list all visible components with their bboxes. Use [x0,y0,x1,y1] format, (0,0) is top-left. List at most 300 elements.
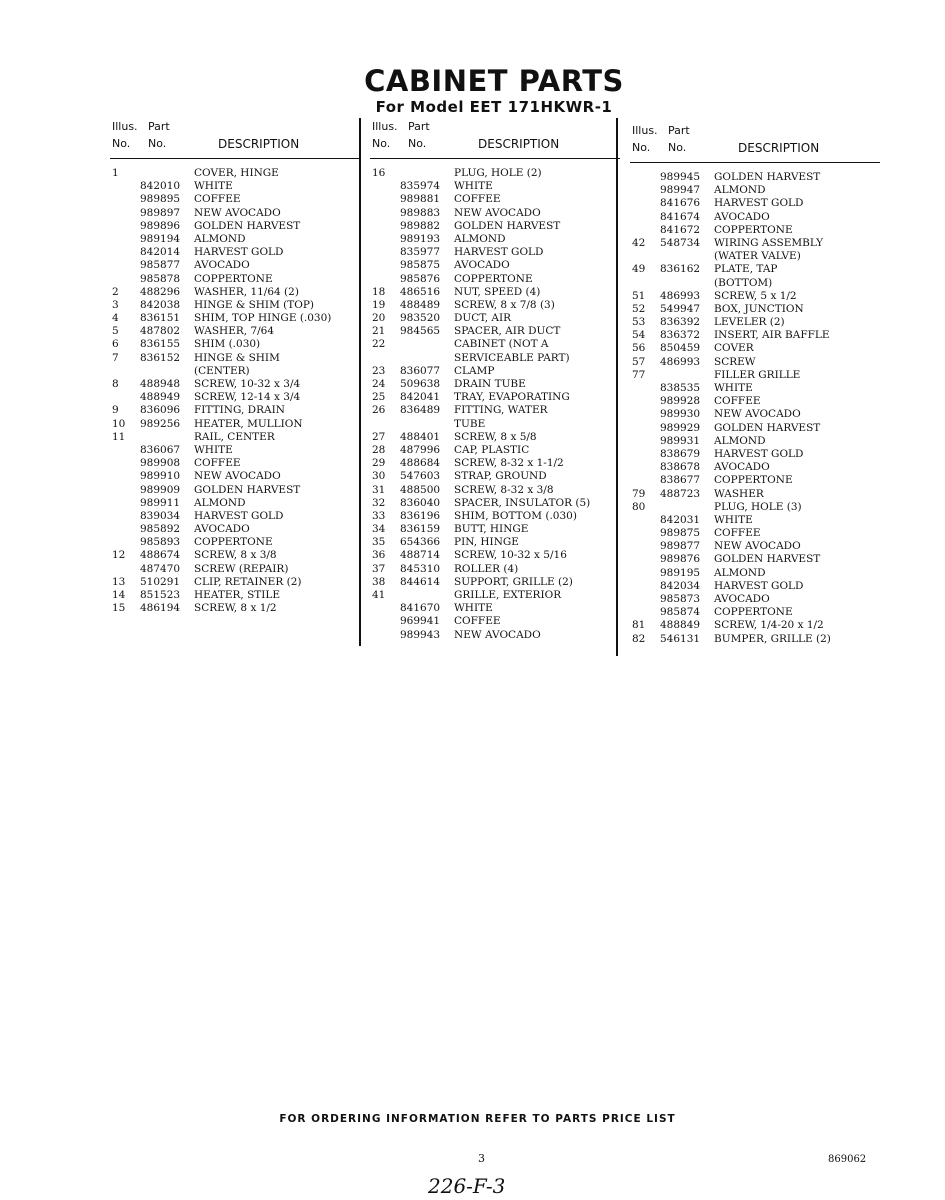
part-description: SCREW, 8 x 1/2 [194,602,277,615]
part-description: SCREW [714,355,756,368]
part-description: SUPPORT, GRILLE (2) [454,575,573,588]
header-part: Part [148,120,170,133]
part-description: FITTING, DRAIN [194,404,285,417]
table-row [630,567,880,580]
table-row [110,220,360,233]
part-description: AVOCADO [714,593,770,605]
part-description: WHITE [194,443,233,456]
table-row [370,523,620,536]
table-row [110,484,360,497]
illus-number: 4 [112,312,119,325]
table-row [630,593,880,606]
table-row [110,312,360,325]
part-number: 836096 [140,404,181,417]
table-row [370,602,620,615]
illus-number: 11 [112,430,126,443]
part-number: 989895 [140,193,181,206]
table-row [370,207,620,220]
part-description: BUTT, HINGE [454,523,529,536]
part-description: ALMOND [194,232,246,245]
part-description: HARVEST GOLD [714,197,804,210]
part-number: 841672 [660,223,701,236]
part-number: 989881 [400,193,441,206]
part-description: PLATE, TAP [714,263,778,276]
part-description: WHITE [714,382,753,394]
part-number: 844614 [400,575,441,588]
part-description: DRAIN TUBE [454,378,526,390]
table-row [630,277,880,290]
table-row [110,207,360,220]
table-row [370,365,620,378]
illus-number: 81 [632,619,646,632]
part-description: CAP, PLASTIC [454,443,530,456]
part-description: WIRING ASSEMBLY [714,236,824,249]
part-description: TRAY, EVAPORATING [454,391,570,404]
illus-number: 5 [112,325,119,338]
illus-number: 33 [372,509,386,522]
table-row [110,391,360,404]
part-description: COFFEE [714,527,761,540]
part-description: NEW AVOCADO [194,470,281,483]
handwritten-note: 226-F-3 [428,1174,506,1198]
part-description: NEW AVOCADO [714,540,801,553]
part-number: 842038 [140,298,181,311]
part-number: 842034 [660,579,701,592]
part-number: 989195 [660,566,701,579]
part-number: 487802 [140,325,181,338]
part-description: COPPERTONE [714,223,793,236]
table-row [110,180,360,193]
part-description: SCREW, 8-32 x 1-1/2 [454,457,564,470]
table-row [630,263,880,276]
table-row [630,633,880,646]
part-number: 488674 [140,549,181,562]
part-description: COPPERTONE [194,272,273,285]
part-number: 838678 [660,461,701,474]
illus-number: 52 [632,302,646,315]
part-description: RAIL, CENTER [194,430,275,443]
table-row [110,352,360,365]
header-part-no: No. [408,137,427,150]
part-description: (CENTER) [194,364,250,377]
table-row [370,549,620,562]
table-row [110,444,360,457]
part-number: 989945 [660,171,701,183]
part-number: 989947 [660,184,701,197]
part-description: ALMOND [714,566,766,579]
part-number: 989193 [400,232,441,245]
illus-number: 10 [112,417,126,430]
part-description: GOLDEN HARVEST [194,483,301,496]
table-row [110,523,360,536]
table-row [370,563,620,576]
part-description: (WATER VALVE) [714,250,801,263]
part-description: GOLDEN HARVEST [714,553,821,566]
part-number: 989897 [140,206,181,219]
part-description: LEVELER (2) [714,316,785,329]
part-number: 836040 [400,496,441,509]
part-description: SCREW, 10-32 x 3/4 [194,378,301,390]
header-illus: Illus. [112,120,138,133]
table-row [110,549,360,562]
part-number: 836196 [400,509,441,522]
table-row [370,273,620,286]
table-row [370,325,620,338]
table-row [630,580,880,593]
table-row [110,418,360,431]
part-description: CABINET (NOT A [454,338,549,351]
table-row [370,299,620,312]
ordering-note: FOR ORDERING INFORMATION REFER TO PARTS PRICE LIST [279,1113,676,1125]
part-description: NEW AVOCADO [454,206,541,219]
table-row [370,312,620,325]
illus-number: 22 [372,338,386,351]
part-number: 989911 [140,496,181,509]
table-row [370,418,620,431]
part-number: 836489 [400,404,441,417]
part-number: 989928 [660,395,701,408]
part-number: 985878 [140,272,181,285]
table-row [110,589,360,602]
part-number: 989882 [400,219,441,232]
table-row [110,470,360,483]
part-number: 488949 [140,391,181,404]
part-description: PLUG, HOLE (3) [714,500,802,513]
part-number: 488489 [400,298,441,311]
table-row [110,273,360,286]
header-description: DESCRIPTION [218,137,300,151]
illus-number: 56 [632,342,646,355]
illus-number: 27 [372,430,386,443]
part-number: 989930 [660,408,701,421]
part-description: COPPERTONE [714,474,793,487]
illus-number: 1 [112,167,119,179]
part-number: 989943 [400,628,441,641]
table-row [630,422,880,435]
part-number: 845310 [400,562,441,575]
part-number: 836155 [140,338,181,351]
part-number: 487996 [400,443,441,456]
part-description: GOLDEN HARVEST [714,421,821,434]
part-description: COPPERTONE [714,606,793,619]
part-number: 836162 [660,263,701,276]
part-number: 487470 [140,562,181,575]
table-row [370,167,620,180]
table-row [110,193,360,206]
part-description: WHITE [454,180,493,193]
part-number: 836159 [400,523,441,536]
part-description: SHIM (.030) [194,338,261,351]
illus-number: 12 [112,549,126,562]
table-row [630,290,880,303]
part-number: 842014 [140,246,181,259]
table-row [110,404,360,417]
part-number: 838679 [660,447,701,460]
table-row [630,211,880,224]
table-row [630,237,880,250]
part-description: SCREW, 8 x 5/8 [454,430,537,443]
part-description: SCREW, 5 x 1/2 [714,289,797,302]
table-row [630,303,880,316]
table-row [370,457,620,470]
part-number: 835977 [400,246,441,259]
table-row [630,448,880,461]
illus-number: 9 [112,404,119,417]
illus-number: 7 [112,351,119,364]
table-row [630,382,880,395]
part-number: 989909 [140,483,181,496]
parts-column-1 [110,120,360,615]
illus-number: 38 [372,575,386,588]
illus-number: 32 [372,496,386,509]
part-number: 836152 [140,351,181,364]
illus-number: 82 [632,632,646,645]
part-description: COVER, HINGE [194,167,279,179]
part-description: WHITE [454,602,493,615]
part-number: 838677 [660,474,701,487]
part-description: PLUG, HOLE (2) [454,167,542,179]
part-description: ALMOND [714,184,766,197]
table-row [370,391,620,404]
part-number: 989910 [140,470,181,483]
part-description: COPPERTONE [454,272,533,285]
part-description: HARVEST GOLD [714,447,804,460]
parts-rows [110,167,360,615]
table-row [370,193,620,206]
table-row [370,259,620,272]
table-row [370,444,620,457]
document-number: 869062 [828,1154,867,1165]
part-number: 488849 [660,619,701,632]
table-row [370,484,620,497]
model-subtitle: For Model EET 171HKWR-1 [375,98,613,116]
table-row [370,378,620,391]
part-number: 989877 [660,540,701,553]
illus-number: 42 [632,236,646,249]
part-number: 486993 [660,355,701,368]
table-row [110,563,360,576]
part-number: 985893 [140,536,181,549]
part-number: 985873 [660,593,701,605]
part-description: HARVEST GOLD [194,246,284,259]
table-row [110,457,360,470]
table-row [370,576,620,589]
part-description: BOX, JUNCTION [714,302,804,315]
part-description: AVOCADO [714,461,770,474]
header-illus: Illus. [632,124,658,137]
part-number: 989194 [140,232,181,245]
illus-number: 31 [372,483,386,496]
part-number: 983520 [400,312,441,325]
part-description: COFFEE [454,615,501,628]
table-row [630,408,880,421]
table-row [370,470,620,483]
table-row [630,316,880,329]
part-number: 841670 [400,602,441,615]
table-row [630,461,880,474]
table-row [370,404,620,417]
part-number: 486194 [140,602,181,615]
table-row [110,510,360,523]
part-description: AVOCADO [454,259,510,272]
column-header [370,120,620,159]
illus-number: 28 [372,443,386,456]
part-number: 488948 [140,378,181,390]
part-description: AVOCADO [194,259,250,272]
part-number: 836372 [660,329,701,342]
illus-number: 80 [632,500,646,513]
part-number: 488723 [660,487,701,500]
part-description: STRAP, GROUND [454,470,547,483]
table-row [110,378,360,391]
table-row [110,325,360,338]
table-row [630,329,880,342]
illus-number: 23 [372,364,386,377]
part-description: NEW AVOCADO [454,628,541,641]
part-description: HARVEST GOLD [454,246,544,259]
illus-number: 54 [632,329,646,342]
illus-number: 13 [112,575,126,588]
part-number: 989908 [140,457,181,470]
part-number: 839034 [140,509,181,522]
illus-number: 25 [372,391,386,404]
part-number: 985877 [140,259,181,272]
table-row [110,167,360,180]
part-number: 488684 [400,457,441,470]
illus-number: 79 [632,487,646,500]
part-description: SPACER, AIR DUCT [454,325,561,338]
illus-number: 18 [372,285,386,298]
part-number: 835974 [400,180,441,193]
table-row [110,365,360,378]
illus-number: 36 [372,549,386,562]
part-number: 969941 [400,615,441,628]
part-description: HARVEST GOLD [714,579,804,592]
part-number: 546131 [660,632,701,645]
table-row [110,338,360,351]
table-row [630,488,880,501]
part-description: HINGE & SHIM [194,351,280,364]
part-number: 488500 [400,483,441,496]
part-description: SCREW, 10-32 x 5/16 [454,549,567,562]
page-number: 3 [478,1152,485,1165]
part-description: GOLDEN HARVEST [714,171,821,183]
part-description: ALMOND [454,232,506,245]
part-description: SHIM, BOTTOM (.030) [454,509,577,522]
part-description: COFFEE [454,193,501,206]
part-number: 486993 [660,289,701,302]
part-description: WASHER, 11/64 (2) [194,285,299,298]
part-description: SCREW, 8 x 3/8 [194,549,277,562]
part-description: SCREW, 1/4-20 x 1/2 [714,619,824,632]
part-description: NEW AVOCADO [714,408,801,421]
illus-number: 2 [112,285,119,298]
part-description: COFFEE [194,193,241,206]
parts-rows [630,171,880,646]
part-description: COVER [714,342,754,355]
table-row [110,233,360,246]
illus-number: 51 [632,289,646,302]
table-row [110,259,360,272]
part-description: WASHER [714,487,764,500]
table-row [370,589,620,602]
header-part-no: No. [148,137,167,150]
illus-number: 8 [112,378,119,390]
column-header [630,124,880,163]
column-divider [359,118,361,646]
illus-number: 24 [372,378,386,390]
table-row [110,536,360,549]
part-number: 989875 [660,527,701,540]
table-row [370,180,620,193]
part-number: 842041 [400,391,441,404]
part-number: 549947 [660,302,701,315]
part-number: 985876 [400,272,441,285]
part-description: NUT, SPEED (4) [454,285,541,298]
table-row [630,527,880,540]
part-description: (BOTTOM) [714,276,773,289]
part-description: COFFEE [194,457,241,470]
illus-number: 29 [372,457,386,470]
part-description: PIN, HINGE [454,536,519,549]
illus-number: 35 [372,536,386,549]
part-number: 989931 [660,434,701,447]
part-description: COPPERTONE [194,536,273,549]
part-number: 984565 [400,325,441,338]
part-number: 985892 [140,523,181,536]
header-illus-no: No. [112,137,131,150]
table-row [370,615,620,628]
part-description: WASHER, 7/64 [194,325,275,338]
table-row [110,602,360,615]
part-number: 836067 [140,443,181,456]
table-row [370,431,620,444]
table-row [630,501,880,514]
header-description: DESCRIPTION [738,141,820,155]
part-description: FILLER GRILLE [714,368,801,381]
part-description: TUBE [454,417,486,430]
table-row [110,576,360,589]
illus-number: 30 [372,470,386,483]
table-row [630,395,880,408]
part-description: SPACER, INSULATOR (5) [454,496,591,509]
illus-number: 15 [112,602,126,615]
part-number: 851523 [140,589,181,601]
table-row [370,629,620,642]
part-number: 548734 [660,236,701,249]
part-description: AVOCADO [714,210,770,223]
part-number: 486516 [400,285,441,298]
illus-number: 77 [632,368,646,381]
table-row [370,286,620,299]
part-number: 488401 [400,430,441,443]
part-description: SCREW, 8 x 7/8 (3) [454,298,555,311]
part-description: ROLLER (4) [454,562,519,575]
illus-number: 53 [632,316,646,329]
table-row [370,233,620,246]
part-description: SCREW, 12-14 x 3/4 [194,391,301,404]
table-row [630,435,880,448]
illus-number: 41 [372,589,386,601]
page-title: CABINET PARTS [364,64,624,98]
part-description: WHITE [194,180,233,193]
table-row [630,197,880,210]
illus-number: 16 [372,167,386,179]
table-row [630,250,880,263]
parts-rows [370,167,620,642]
part-number: 841676 [660,197,701,210]
part-description: FITTING, WATER [454,404,548,417]
